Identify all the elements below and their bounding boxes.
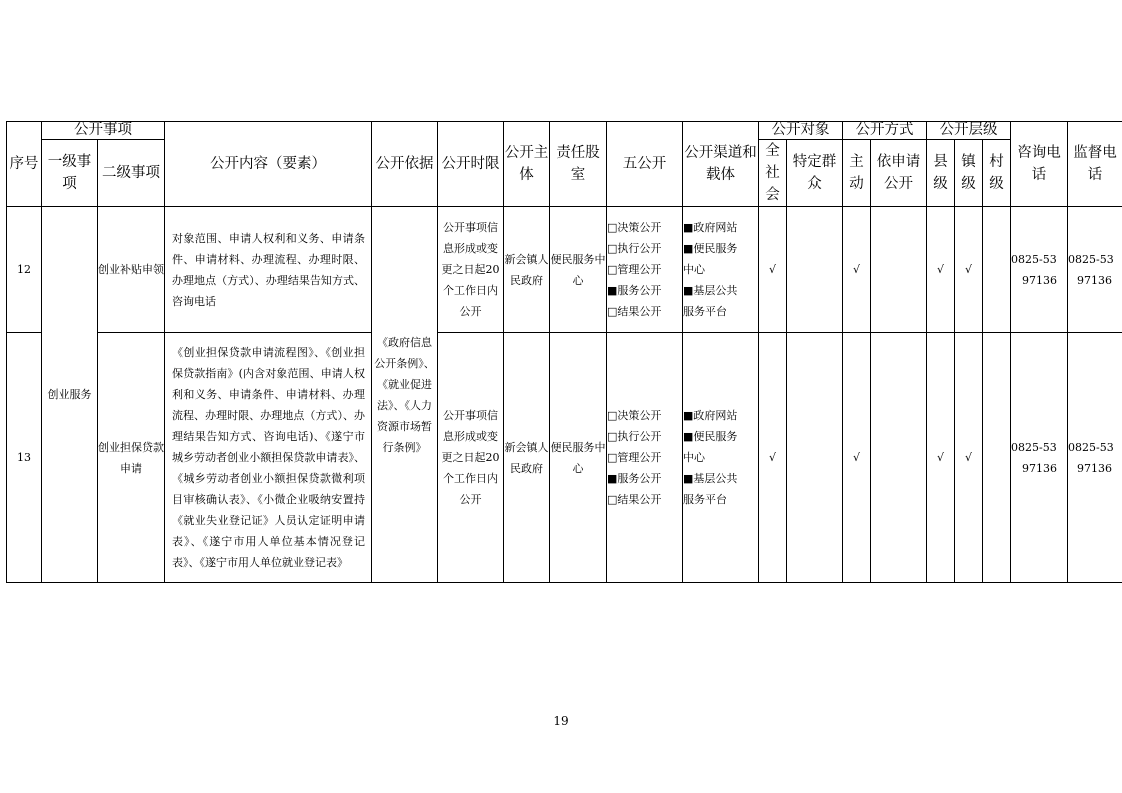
header-specific: 特定群众 (787, 140, 843, 207)
disclosure-table (6, 121, 1122, 583)
check-mark (871, 207, 927, 333)
header-seq: 序号 (7, 122, 42, 207)
row-supervise-phone: 0825-53 97136 (1068, 207, 1122, 333)
row-consult-phone: 0825-53 97136 (1011, 333, 1068, 583)
five-open-item: □管理公开 (607, 451, 662, 464)
row-five-open (607, 333, 683, 583)
row-supervise-phone: 0825-53 97136 (1068, 333, 1122, 583)
channel-item: ■基层公共 (683, 472, 738, 485)
check-mark: √ (759, 333, 787, 583)
row-seq: 13 (7, 333, 42, 583)
row-channels (683, 333, 759, 583)
header-level2: 二级事项 (98, 140, 165, 207)
header-supervise: 监督电话 (1068, 122, 1122, 207)
header-content: 公开内容（要素） (165, 122, 372, 207)
header-five-open: 五公开 (607, 122, 683, 207)
header-consult: 咨询电话 (1011, 122, 1068, 207)
five-open-item: □执行公开 (607, 242, 662, 255)
page-number: 19 (553, 714, 569, 728)
channel-item: 中心 (683, 451, 705, 464)
five-open-item: □执行公开 (607, 430, 662, 443)
check-mark: √ (955, 207, 983, 333)
check-mark: √ (955, 333, 983, 583)
channel-item: 服务平台 (683, 493, 727, 506)
header-all-society: 全社会 (759, 140, 787, 207)
check-mark (871, 333, 927, 583)
row-consult-phone: 0825-53 97136 (1011, 207, 1068, 333)
five-open-item: □决策公开 (607, 409, 662, 422)
row-subject: 新会镇人民政府 (504, 207, 550, 333)
five-open-item: □管理公开 (607, 263, 662, 276)
five-open-item: □决策公开 (607, 221, 662, 234)
check-mark (787, 207, 843, 333)
header-audience-group: 公开对象 (759, 122, 843, 140)
check-mark: √ (843, 333, 871, 583)
check-mark (983, 333, 1011, 583)
row-seq: 12 (7, 207, 42, 333)
row-five-open (607, 207, 683, 333)
channel-item: 中心 (683, 263, 705, 276)
channel-item: 服务平台 (683, 305, 727, 318)
five-open-item: ■服务公开 (607, 284, 662, 297)
row-content: 《创业担保贷款申请流程图》、《创业担保贷款指南》(内含对象范围、申请人权利和义务、申请条件、申请材料、办理流程、办理时限、办理地点（方式）、办理结果告知方式、咨询电话)、《遂宁市城乡劳动者创业小额担保贷款申请表》、《城乡劳动者创业小额担保贷款微利项目审核确认表》、《小微企业吸纳安置持《就业失业登记证》人员认定证明申请表》、《遂宁市用人单位基本情况登记表》、《遂宁市用人单位就业登记表》 (172, 346, 365, 569)
header-village: 村级 (983, 140, 1011, 207)
row-time-limit: 公开事项信息形成或变更之日起20个工作日内公开 (438, 207, 504, 333)
check-mark: √ (843, 207, 871, 333)
check-mark (983, 207, 1011, 333)
basis: 《政府信息公开条例》、《就业促进法》、《人力资源市场暂行条例》 (372, 207, 438, 583)
five-open-item: ■服务公开 (607, 472, 662, 485)
header-dept: 责任股室 (550, 122, 607, 207)
check-mark: √ (927, 333, 955, 583)
channel-item: ■便民服务 (683, 242, 738, 255)
channel-item: ■便民服务 (683, 430, 738, 443)
check-mark: √ (927, 207, 955, 333)
header-on-request: 依申请公开 (871, 140, 927, 207)
row-subject: 新会镇人民政府 (504, 333, 550, 583)
header-level-group: 公开层级 (927, 122, 1011, 140)
header-subject: 公开主体 (504, 122, 550, 207)
row-dept: 便民服务中心 (550, 207, 607, 333)
row-channels (683, 207, 759, 333)
level1-item: 创业服务 (42, 207, 98, 583)
row-time-limit: 公开事项信息形成或变更之日起20个工作日内公开 (438, 333, 504, 583)
row-dept: 便民服务中心 (550, 333, 607, 583)
channel-item: ■基层公共 (683, 284, 738, 297)
five-open-item: □结果公开 (607, 493, 662, 506)
row-content: 对象范围、申请人权利和义务、申请条件、申请材料、办理流程、办理时限、办理地点（方式）、办理结果告知方式、咨询电话 (172, 231, 365, 308)
table-row (7, 207, 1122, 333)
channel-item: ■政府网站 (683, 221, 738, 234)
header-basis: 公开依据 (372, 122, 438, 207)
header-active: 主动 (843, 140, 871, 207)
level2-item: 创业担保贷款申请 (98, 333, 165, 583)
header-method-group: 公开方式 (843, 122, 927, 140)
header-county: 县级 (927, 140, 955, 207)
check-mark: √ (759, 207, 787, 333)
level2-item: 创业补贴申领 (98, 207, 165, 333)
header-time-limit: 公开时限 (438, 122, 504, 207)
channel-item: ■政府网站 (683, 409, 738, 422)
header-channel: 公开渠道和载体 (683, 122, 759, 207)
check-mark (787, 333, 843, 583)
header-items-group: 公开事项 (42, 122, 165, 140)
five-open-item: □结果公开 (607, 305, 662, 318)
header-town: 镇级 (955, 140, 983, 207)
table-row (7, 333, 1122, 583)
header-level1: 一级事项 (42, 140, 98, 207)
